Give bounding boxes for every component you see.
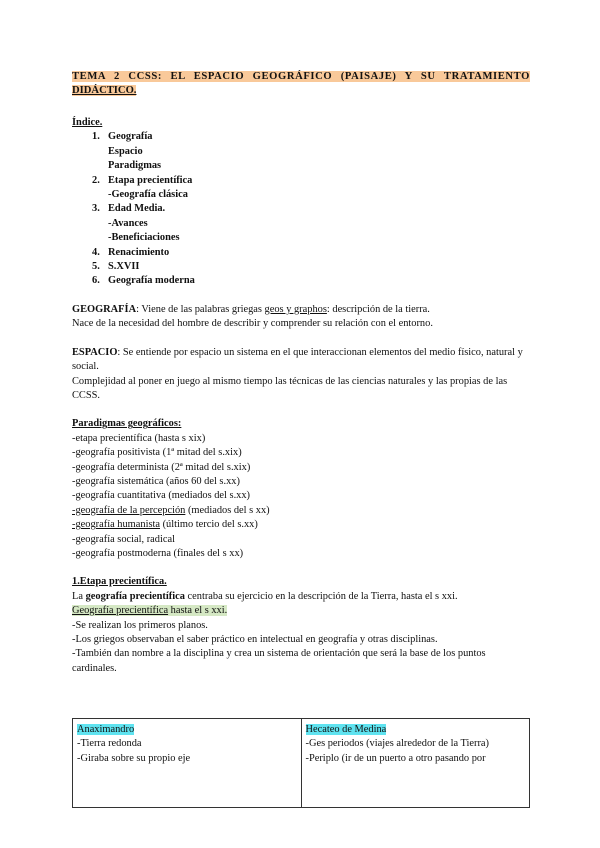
geographers-table	[72, 718, 530, 808]
index-item: 2. Etapa precientífica	[92, 174, 193, 186]
index-item: 4. Renacimiento	[92, 246, 170, 258]
table-cell-left	[73, 719, 302, 808]
document-title-line2: DIDÁCTICO.	[72, 85, 137, 96]
index-subitem: Espacio	[108, 145, 143, 157]
document-page	[72, 70, 530, 676]
paradigma-item: -geografía social, radical	[72, 533, 175, 545]
cell-line: -Tierra redonda	[77, 738, 142, 750]
paradigma-item: -geografía cuantitativa (mediados del s.xx)	[72, 490, 251, 502]
etapa-bullet: -También dan nombre a la disciplina y crea un sistema de orientación que será la base de los puntos cardinales.	[72, 648, 486, 674]
cell-line: -Periplo (ir de un puerto a otro pasando por	[305, 752, 486, 764]
paradigma-item: -geografía postmoderna (finales del s xx)	[72, 547, 244, 559]
paradigma-item: -etapa precientífica (hasta s xix)	[72, 432, 206, 444]
index-list	[72, 130, 530, 288]
index-item: 1. Geografía	[92, 131, 153, 143]
table-cell-right	[301, 719, 530, 808]
etapa-bullets	[72, 619, 530, 677]
etapa-highlight: Geografía precientífica hasta el s xxi.	[72, 605, 228, 617]
etapa-bullet: -Los griegos observaban el saber práctico en intelectual en geografía y otras disciplinas.	[72, 634, 438, 645]
index-item: 3. Edad Media.	[92, 203, 166, 215]
geografia-definition: GEOGRAFÍA: Viene de las palabras griegas geos y graphos: descripción de la tierra.	[72, 303, 430, 315]
paradigma-item: -geografía determinista (2ª mitad del s.xix)	[72, 461, 251, 473]
paradigmas-heading: Paradigmas geográficos:	[72, 418, 182, 430]
geographer-name: Hecateo de Medina	[305, 724, 387, 735]
etapa-bullet: -Se realizan los primeros planos.	[72, 619, 208, 631]
etapa-paragraph: La geografía precientífica centraba su ejercicio en la descripción de la Tierra, hasta el s xxi.	[72, 590, 458, 602]
paradigmas-list	[72, 432, 530, 562]
index-subitem: -Avances	[108, 217, 148, 229]
cell-line: -Ges periodos (viajes alrededor de la Tierra)	[305, 738, 490, 750]
paradigma-item: -geografía de la percepción (mediados del s xx)	[72, 504, 270, 516]
cell-line: -Giraba sobre su propio eje	[77, 752, 191, 764]
index-subitem: -Geografía clásica	[108, 189, 188, 201]
paradigma-item: -geografía positivista (1ª mitad del s.xix)	[72, 447, 242, 459]
index-heading: Índice.	[72, 117, 103, 128]
paradigma-item: -geografía humanista (último tercio del s.xx)	[72, 519, 258, 531]
paradigma-item: -geografía sistemática (años 60 del s.xx)	[72, 475, 240, 487]
etapa-heading: 1.Etapa precientífica.	[72, 576, 167, 588]
index-item: 5. S.XVII	[92, 261, 140, 273]
geographer-name: Anaximandro	[77, 724, 135, 735]
index-subitem: Paradigmas	[108, 160, 162, 172]
index-item: 6. Geografía moderna	[92, 275, 195, 287]
espacio-definition: ESPACIO: Se entiende por espacio un sistema en el que interaccionan elementos del medio físico, natural y social.	[72, 346, 523, 373]
geografia-line2: Nace de la necesidad del hombre de describir y comprender su relación con el entorno.	[72, 318, 433, 330]
espacio-line2: Complejidad al poner en juego al mismo tiempo las técnicas de las ciencias naturales y las propias de las CCSS.	[72, 375, 508, 401]
document-title: TEMA 2 CCSS: EL ESPACIO GEOGRÁFICO (PAISAJE) Y SU TRATAMIENTO	[72, 71, 530, 82]
index-subitem: -Beneficiaciones	[108, 232, 180, 244]
